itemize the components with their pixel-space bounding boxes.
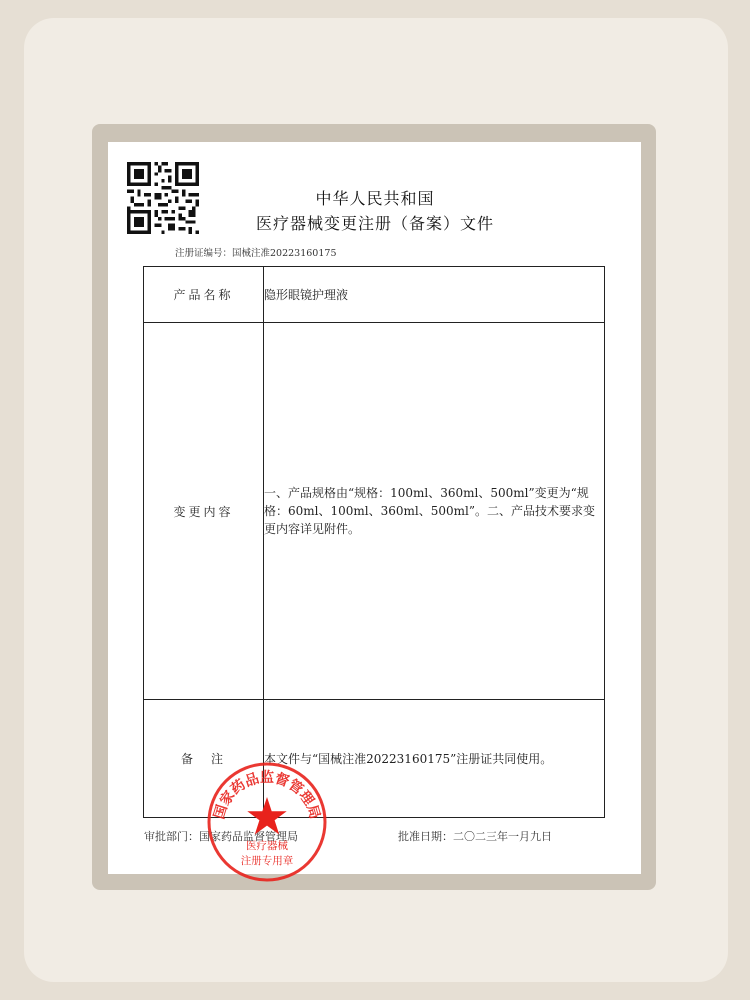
table-row — [144, 267, 605, 323]
approval-date: 批准日期：二〇二三年一月九日 — [398, 830, 552, 843]
seal-ring-text: 国家药品监督管理局 — [211, 770, 323, 822]
qr-code — [127, 162, 199, 234]
row-label-product-name: 产品名称 — [144, 267, 264, 323]
registration-number: 注册证编号：国械注准20223160175 — [175, 248, 337, 259]
seal-center-line1: 医疗器械 — [246, 840, 288, 852]
approval-department: 审批部门：国家药品监督管理局 — [144, 830, 298, 843]
row-value-remarks: 本文件与“国械注准20223160175”注册证共同使用。 — [264, 700, 605, 818]
row-label-remarks: 备 注 — [144, 700, 264, 818]
row-label-change-content: 变更内容 — [144, 323, 264, 700]
row-value-change-content: 一、产品规格由“规格：100ml、360ml、500ml”变更为“规格：60ml、100ml、360ml、500ml”。二、产品技术要求变更内容详见附件。 — [264, 323, 605, 700]
seal-center-line2: 注册专用章 — [240, 855, 294, 867]
registration-table — [143, 266, 605, 818]
seal-star-icon — [247, 797, 286, 835]
document-title-line1: 中华人民共和国 — [315, 189, 435, 208]
table-row — [144, 323, 605, 700]
official-seal-stamp — [205, 760, 329, 884]
row-value-product-name: 隐形眼镜护理液 — [264, 267, 605, 323]
document-title-line2: 医疗器械变更注册（备案）文件 — [255, 214, 494, 233]
